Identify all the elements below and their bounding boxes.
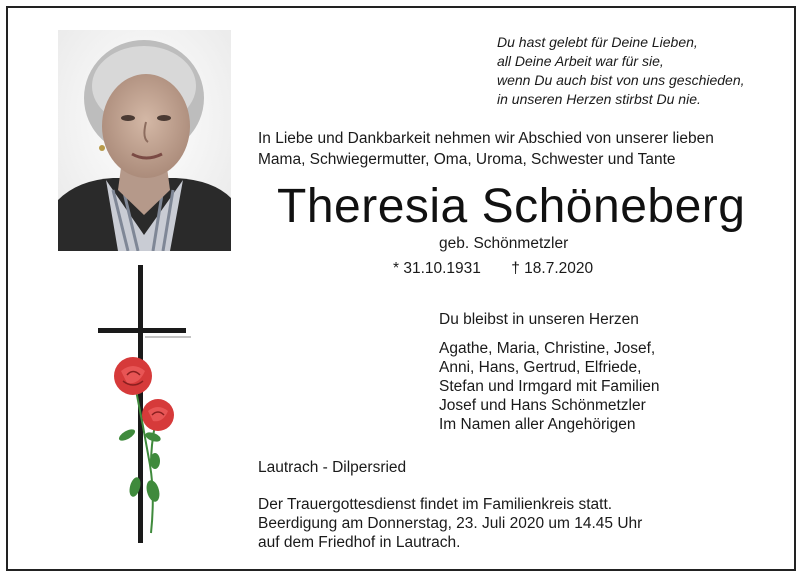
family-signatures [439, 310, 660, 434]
service-line: Beerdigung am Donnerstag, 23. Juli 2020 um 14.45 Uhr [258, 515, 643, 532]
family-line: Anni, Hans, Gertrud, Elfriede, [439, 359, 642, 376]
poem-line: wenn Du auch bist von uns geschieden, [497, 72, 745, 88]
death-date: † 18.7.2020 [511, 260, 594, 277]
poem-line: in unseren Herzen stirbst Du nie. [497, 91, 701, 107]
intro-line: Mama, Schwiegermutter, Oma, Uroma, Schwester und Tante [258, 151, 676, 168]
poem-line: all Deine Arbeit war für sie, [497, 53, 664, 69]
service-line: auf dem Friedhof in Lautrach. [258, 534, 461, 551]
life-dates [393, 258, 593, 280]
birth-date: * 31.10.1931 [393, 260, 481, 277]
birth-name: geb. Schönmetzler [439, 235, 569, 252]
funeral-service-info [258, 495, 642, 552]
deceased-name: Theresia Schöneberg [277, 180, 746, 233]
portrait-photo [58, 30, 231, 251]
farewell-intro [258, 128, 788, 170]
intro-line: In Liebe und Dankbarkeit nehmen wir Abschied von unserer lieben [258, 130, 714, 147]
poem-line: Du hast gelebt für Deine Lieben, [497, 34, 698, 50]
family-lead: Du bleibst in unseren Herzen [439, 311, 639, 328]
memorial-poem [497, 33, 787, 109]
family-line: Im Namen aller Angehörigen [439, 416, 636, 433]
family-line: Josef und Hans Schönmetzler [439, 397, 646, 414]
family-line: Agathe, Maria, Christine, Josef, [439, 340, 656, 357]
family-line: Stefan und Irmgard mit Familien [439, 378, 660, 395]
place-name: Lautrach - Dilpersried [258, 459, 407, 476]
cross-with-roses-icon [95, 265, 195, 545]
service-line: Der Trauergottesdienst findet im Familienkreis statt. [258, 496, 613, 513]
